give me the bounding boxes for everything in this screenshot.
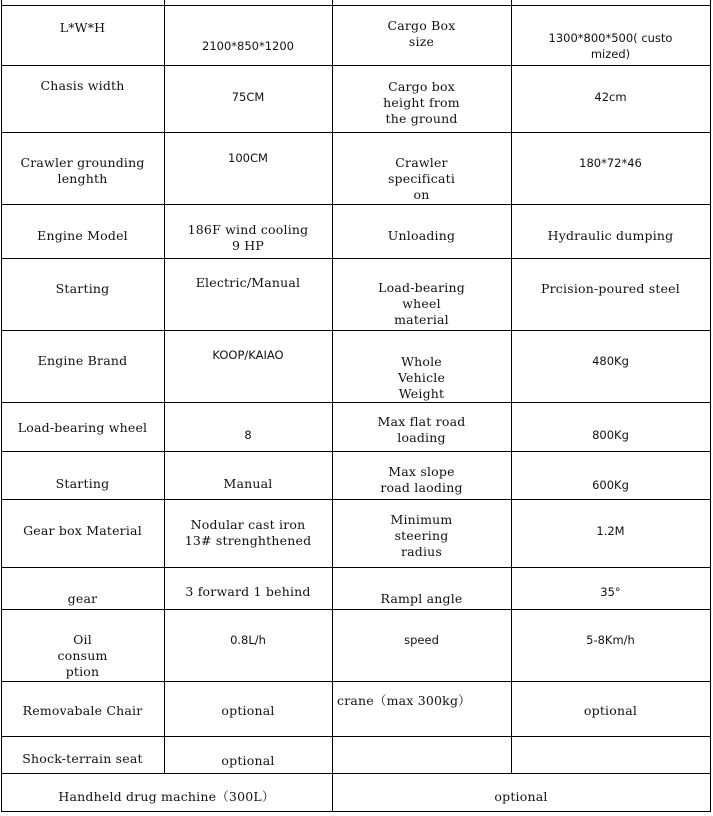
spec-label-cell (332, 132, 511, 204)
cell-text: optional (583, 703, 638, 718)
spec-value-cell (511, 681, 710, 736)
cell-text: Whole Vehicle Weight (397, 354, 446, 401)
spec-label-cell (332, 736, 511, 773)
spec-label-cell (1, 65, 164, 132)
cell-text: optional (221, 703, 275, 718)
spec-label-cell (1, 567, 164, 609)
spec-value-cell (511, 567, 710, 609)
cell-text: gear (67, 591, 98, 606)
spec-value-cell (164, 5, 332, 65)
cell-text: Max flat road loading (377, 414, 466, 445)
cell-text: Cargo box height from the ground (383, 79, 460, 126)
cell-text: Crawler specificati on (387, 155, 456, 202)
table-rule (1, 811, 711, 812)
spec-label-cell (332, 65, 511, 132)
spec-label-cell (332, 499, 511, 567)
spec-value-cell (511, 258, 710, 330)
table-rule (1, 567, 711, 568)
table-rule (1, 773, 711, 774)
cell-text: Oil consum ption (57, 632, 108, 679)
cell-text: 1300*800*500( custo mized) (548, 31, 673, 61)
cell-text: Max slope road laoding (380, 464, 463, 495)
spec-value-cell (164, 681, 332, 736)
spec-value-cell (511, 65, 710, 132)
spec-label-cell (332, 567, 511, 609)
table-rule (1, 609, 711, 610)
cell-text: Crawler grounding lenghth (20, 155, 145, 186)
table-rule (1, 65, 711, 66)
cell-text: Engine Brand (37, 353, 128, 368)
cell-text: 0.8L/h (230, 633, 266, 647)
cell-text: Handheld drug machine（300L） (58, 789, 275, 804)
table-rule (332, 0, 333, 812)
spec-value-cell (164, 451, 332, 499)
spec-label-cell (1, 499, 164, 567)
spec-label-cell (332, 681, 511, 736)
cell-text: 42cm (594, 90, 627, 104)
cell-text: 1.2M (596, 524, 625, 538)
cell-text: Gear box Material (23, 523, 142, 538)
cell-text: 3 forward 1 behind (185, 584, 311, 599)
spec-value-cell (164, 65, 332, 132)
spec-label-cell (332, 258, 511, 330)
merged-value-cell (332, 773, 710, 811)
cell-text: 2100*850*1200 (202, 39, 294, 53)
table-rule (1, 499, 711, 500)
spec-label-cell (332, 451, 511, 499)
cell-text: L*W*H (59, 20, 106, 35)
cell-text: Electric/Manual (195, 275, 301, 290)
cell-text: 75CM (231, 90, 265, 104)
cell-text: Engine Model (37, 228, 128, 243)
spec-value-cell (164, 258, 332, 330)
cell-text: 186F wind cooling 9 HP (187, 222, 309, 253)
spec-value-cell (511, 204, 710, 258)
spec-label-cell (1, 132, 164, 204)
table-rule (1, 204, 711, 205)
merged-label-cell (1, 773, 332, 811)
cell-text: Hydraulic dumping (547, 228, 674, 243)
spec-value-cell (164, 567, 332, 609)
spec-value-cell (511, 499, 710, 567)
spec-label-cell (332, 609, 511, 681)
cell-text: 480Kg (592, 354, 629, 368)
table-rule (1, 681, 711, 682)
spec-label-cell (1, 402, 164, 451)
table-rule (1, 330, 711, 331)
table-rule (1, 132, 711, 133)
spec-value-cell (164, 736, 332, 773)
cell-text: 800Kg (592, 428, 629, 442)
cell-text: Rampl angle (380, 591, 463, 606)
table-rule (710, 0, 711, 812)
cell-text: speed (404, 633, 439, 647)
cell-text: optional (494, 789, 548, 804)
cell-text: Manual (223, 476, 273, 491)
table-rule (1, 258, 711, 259)
cell-text: 8 (244, 428, 252, 442)
cell-text: 100CM (228, 151, 268, 165)
cell-text: 5-8Km/h (586, 633, 635, 647)
spec-label-cell (332, 204, 511, 258)
cell-text: Removabale Chair (22, 703, 143, 718)
spec-label-cell (1, 258, 164, 330)
table-rule (1, 0, 2, 812)
cell-text: Load-bearing wheel material (378, 280, 465, 327)
spec-value-cell (511, 330, 710, 402)
cell-text: Nodular cast iron 13# strenghthened (184, 517, 312, 548)
cell-text: Load-bearing wheel (17, 420, 148, 435)
cell-text: 600Kg (592, 478, 629, 492)
cell-text: Shock-terrain seat (22, 751, 143, 766)
table-rule (1, 402, 711, 403)
spec-value-cell (164, 402, 332, 451)
cell-text: Starting (55, 281, 110, 296)
table-rule (1, 5, 711, 6)
cell-text: KOOP/KAIAO (212, 348, 284, 362)
table-rule (511, 0, 512, 774)
spec-label-cell (1, 681, 164, 736)
spec-label-cell (332, 402, 511, 451)
cell-text: Minimum steering radius (390, 512, 453, 559)
spec-label-cell (1, 5, 164, 65)
table-rule (1, 451, 711, 452)
spec-label-cell (332, 330, 511, 402)
table-rule (1, 736, 711, 737)
cell-text: crane（max 300kg） (337, 693, 471, 708)
spec-value-cell (164, 132, 332, 204)
spec-value-cell (511, 5, 710, 65)
cell-text: Cargo Box size (387, 18, 456, 49)
cell-text: Unloading (387, 228, 456, 243)
cell-text: Prcision-poured steel (541, 281, 680, 296)
spec-value-cell (511, 132, 710, 204)
spec-value-cell (164, 330, 332, 402)
spec-label-cell (1, 451, 164, 499)
cell-text: 180*72*46 (579, 156, 642, 170)
spec-label-cell (1, 736, 164, 773)
spec-label-cell (1, 330, 164, 402)
spec-value-cell (511, 451, 710, 499)
cell-text: optional (221, 753, 275, 768)
spec-label-cell (1, 609, 164, 681)
spec-label-cell (332, 5, 511, 65)
cell-text: Starting (55, 476, 110, 491)
spec-value-cell (511, 609, 710, 681)
spec-value-cell (164, 609, 332, 681)
spec-value-cell (164, 499, 332, 567)
spec-value-cell (511, 736, 710, 773)
cell-text: Chasis width (40, 78, 125, 93)
table-rule (164, 0, 165, 774)
cell-text: 35° (600, 585, 621, 599)
spec-label-cell (1, 204, 164, 258)
spec-value-cell (511, 402, 710, 451)
spec-value-cell (164, 204, 332, 258)
